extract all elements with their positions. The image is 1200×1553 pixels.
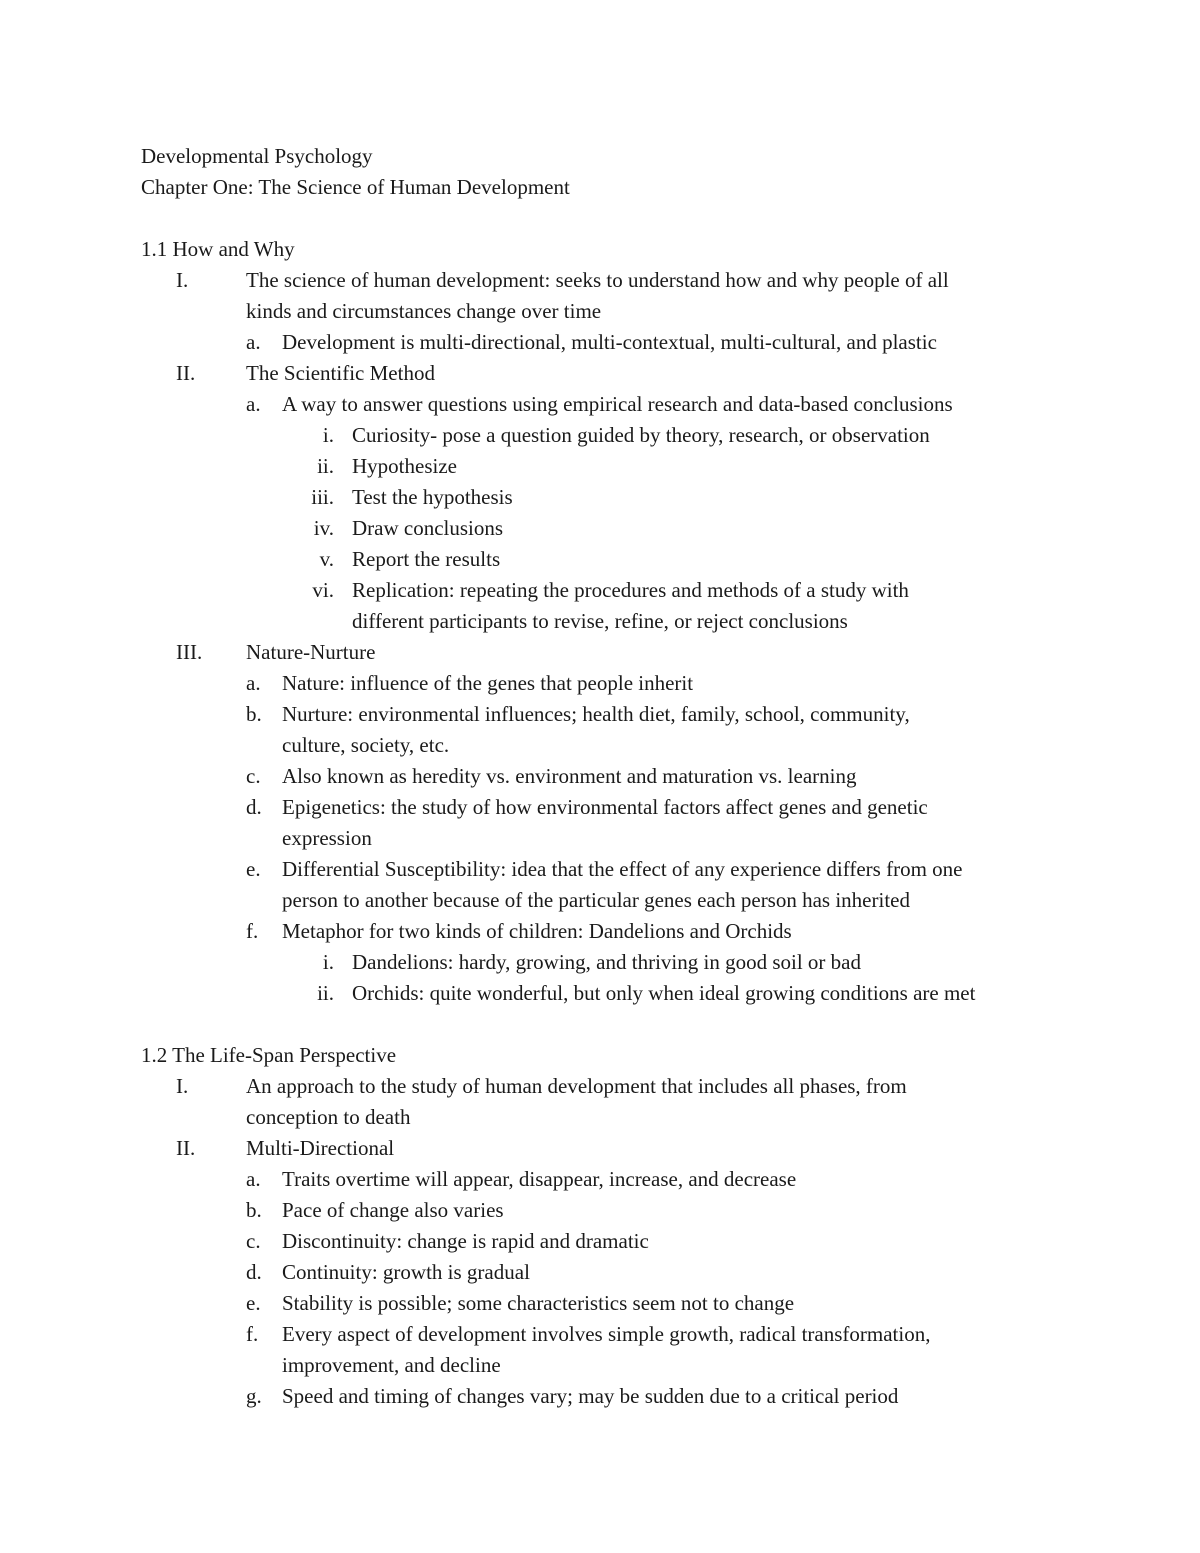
chapter-title: Chapter One: The Science of Human Development (141, 175, 570, 199)
outline-item: iii. Test the hypothesis (311, 485, 513, 509)
outline-item: e. Stability is possible; some characteristics seem not to change (246, 1291, 795, 1315)
outline-item: f. Every aspect of development involves simple growth, radical transformation, (246, 1322, 931, 1346)
outline-item: II. The Scientific Method (176, 361, 435, 385)
outline-item: i. Dandelions: hardy, growing, and thriving in good soil or bad (322, 950, 861, 974)
outline-item-continuation: kinds and circumstances change over time (246, 299, 602, 323)
outline-item: f. Metaphor for two kinds of children: Dandelions and Orchids (246, 919, 792, 943)
outline-item-continuation: improvement, and decline (282, 1353, 501, 1377)
outline-item: a. Development is multi-directional, multi-contextual, multi-cultural, and plastic (246, 330, 937, 354)
outline-item: vi. Replication: repeating the procedures and methods of a study with (312, 578, 909, 602)
outline-item: g. Speed and timing of changes vary; may be sudden due to a critical period (246, 1384, 899, 1408)
outline-item: a. Traits overtime will appear, disappear, increase, and decrease (246, 1167, 797, 1191)
outline-item: d. Continuity: growth is gradual (246, 1260, 530, 1284)
outline-item-continuation: person to another because of the particular genes each person has inherited (282, 888, 910, 912)
outline-item: I. The science of human development: seeks to understand how and why people of all (176, 268, 949, 292)
outline-item: II. Multi-Directional (176, 1136, 395, 1160)
outline-item-continuation: different participants to revise, refine, or reject conclusions (352, 609, 848, 633)
outline-item: III. Nature-Nurture (176, 640, 376, 664)
outline-item: c. Also known as heredity vs. environment and maturation vs. learning (246, 764, 857, 788)
outline-item: ii. Hypothesize (317, 454, 457, 478)
outline-item: e. Differential Susceptibility: idea that the effect of any experience differs from one (246, 857, 963, 881)
outline-item: b. Pace of change also varies (246, 1198, 504, 1222)
outline-item: I. An approach to the study of human development that includes all phases, from (176, 1074, 907, 1098)
outline-item: iv. Draw conclusions (313, 516, 504, 540)
section-heading: 1.2 The Life-Span Perspective (141, 1043, 397, 1067)
outline-item: a. A way to answer questions using empirical research and data-based conclusions (246, 392, 953, 416)
outline-item: b. Nurture: environmental influences; health diet, family, school, community, (246, 702, 910, 726)
outline-item: i. Curiosity- pose a question guided by theory, research, or observation (322, 423, 930, 447)
outline-item-continuation: conception to death (246, 1105, 411, 1129)
outline-item-continuation: culture, society, etc. (282, 733, 450, 757)
outline-item: c. Discontinuity: change is rapid and dramatic (246, 1229, 649, 1253)
outline-item-continuation: expression (282, 826, 372, 850)
section-heading: 1.1 How and Why (141, 237, 295, 261)
document-title: Developmental Psychology (141, 144, 373, 168)
outline-item: v. Report the results (319, 547, 501, 571)
outline-item: a. Nature: influence of the genes that people inherit (246, 671, 694, 695)
outline-item: d. Epigenetics: the study of how environmental factors affect genes and genetic (246, 795, 928, 819)
outline-item: ii. Orchids: quite wonderful, but only when ideal growing conditions are met (317, 981, 976, 1005)
